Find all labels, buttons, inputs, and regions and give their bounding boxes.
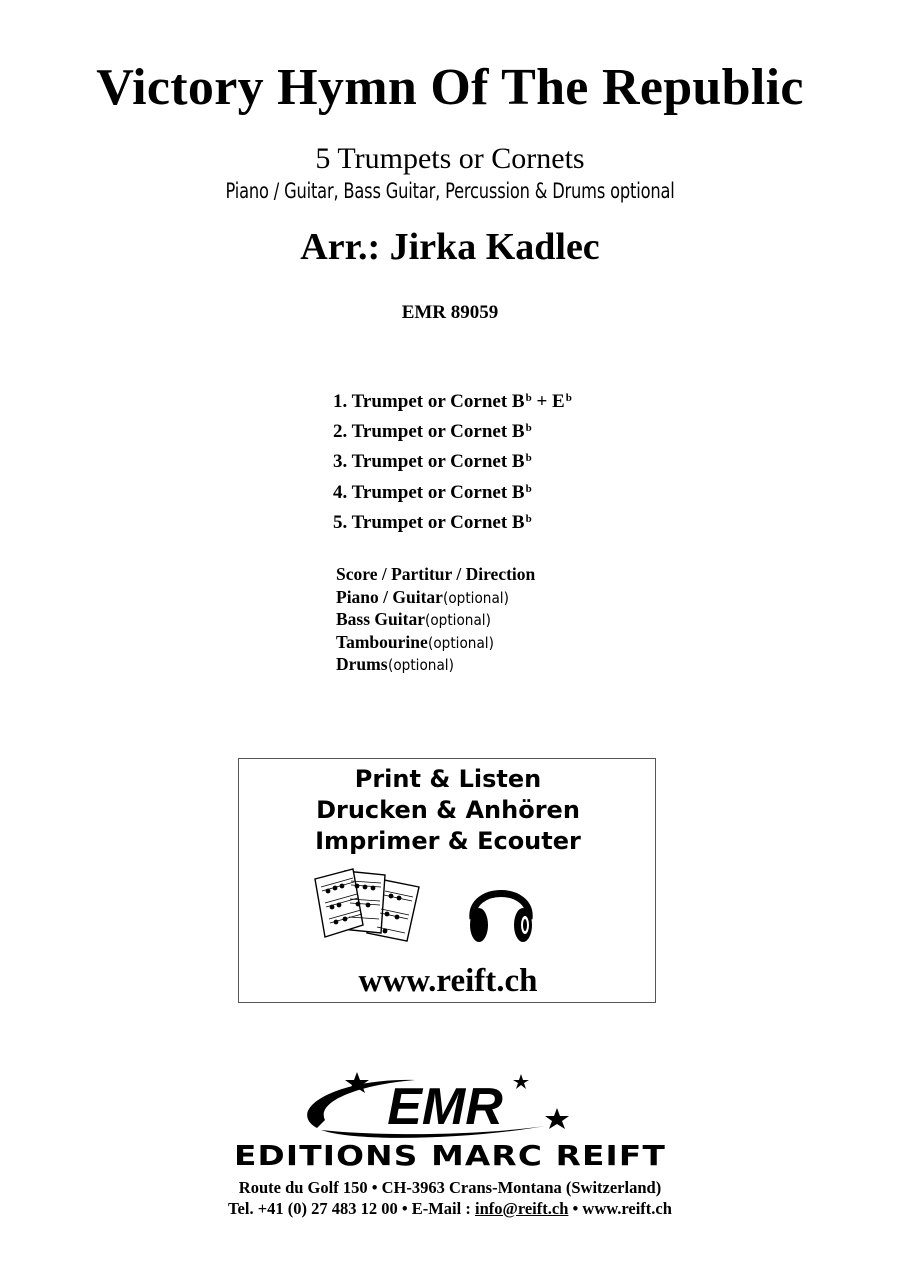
parts-list [333, 383, 572, 534]
extras-item: Score / Partitur / Direction [336, 564, 536, 584]
part-item: 3. Trumpet or Cornet $B^b$ [333, 451, 532, 473]
optional-instruments: Piano / Guitar, Bass Guitar, Percussion & Drums optional [225, 179, 675, 203]
extras-item: Tambourine(optional) [336, 631, 494, 652]
emr-logo [295, 1070, 585, 1145]
emr-logo-text: EMR [387, 1078, 503, 1136]
part-item: 1. Trumpet or Cornet $B^b + E^b$ [333, 391, 572, 412]
promo-line-de: Drucken & Anhören [316, 796, 580, 824]
publisher-name-text: EDITIONS MARC REIFT [234, 1139, 666, 1170]
part-item: 4. Trumpet or Cornet $B^b$ [333, 481, 532, 503]
catalog-number: EMR 89059 [401, 302, 499, 323]
publisher-address: Route du Golf 150 • CH-3963 Crans-Montana (Switzerland) [238, 1178, 662, 1197]
extras-item: Piano / Guitar(optional) [336, 586, 509, 607]
print-listen-box [238, 758, 656, 1003]
page-title: Victory Hymn Of The Republic [96, 59, 804, 116]
subtitle: 5 Trumpets or Cornets [315, 142, 585, 175]
part-item: 2. Trumpet or Cornet $B^b$ [333, 421, 532, 443]
sheet-music-icon [311, 865, 423, 950]
publisher-contact: Tel. +41 (0) 27 483 12 00 • E-Mail : info@reift.ch • www.reift.ch [228, 1199, 672, 1218]
email-link[interactable]: info@reift.ch [474, 1199, 569, 1218]
extras-item: Bass Guitar(optional) [336, 609, 491, 630]
part-item: 5. Trumpet or Cornet $B^b$ [333, 511, 532, 533]
headphones-icon [465, 871, 537, 952]
website-url[interactable]: www.reift.ch [358, 963, 538, 999]
extras-item: Drums(optional) [336, 654, 454, 675]
extras-list [336, 563, 535, 676]
promo-line-fr: Imprimer & Ecouter [315, 827, 581, 855]
promo-line-en: Print & Listen [354, 765, 542, 793]
arranger: Arr.: Jirka Kadlec [300, 226, 600, 268]
publisher-name [0, 1138, 900, 1175]
